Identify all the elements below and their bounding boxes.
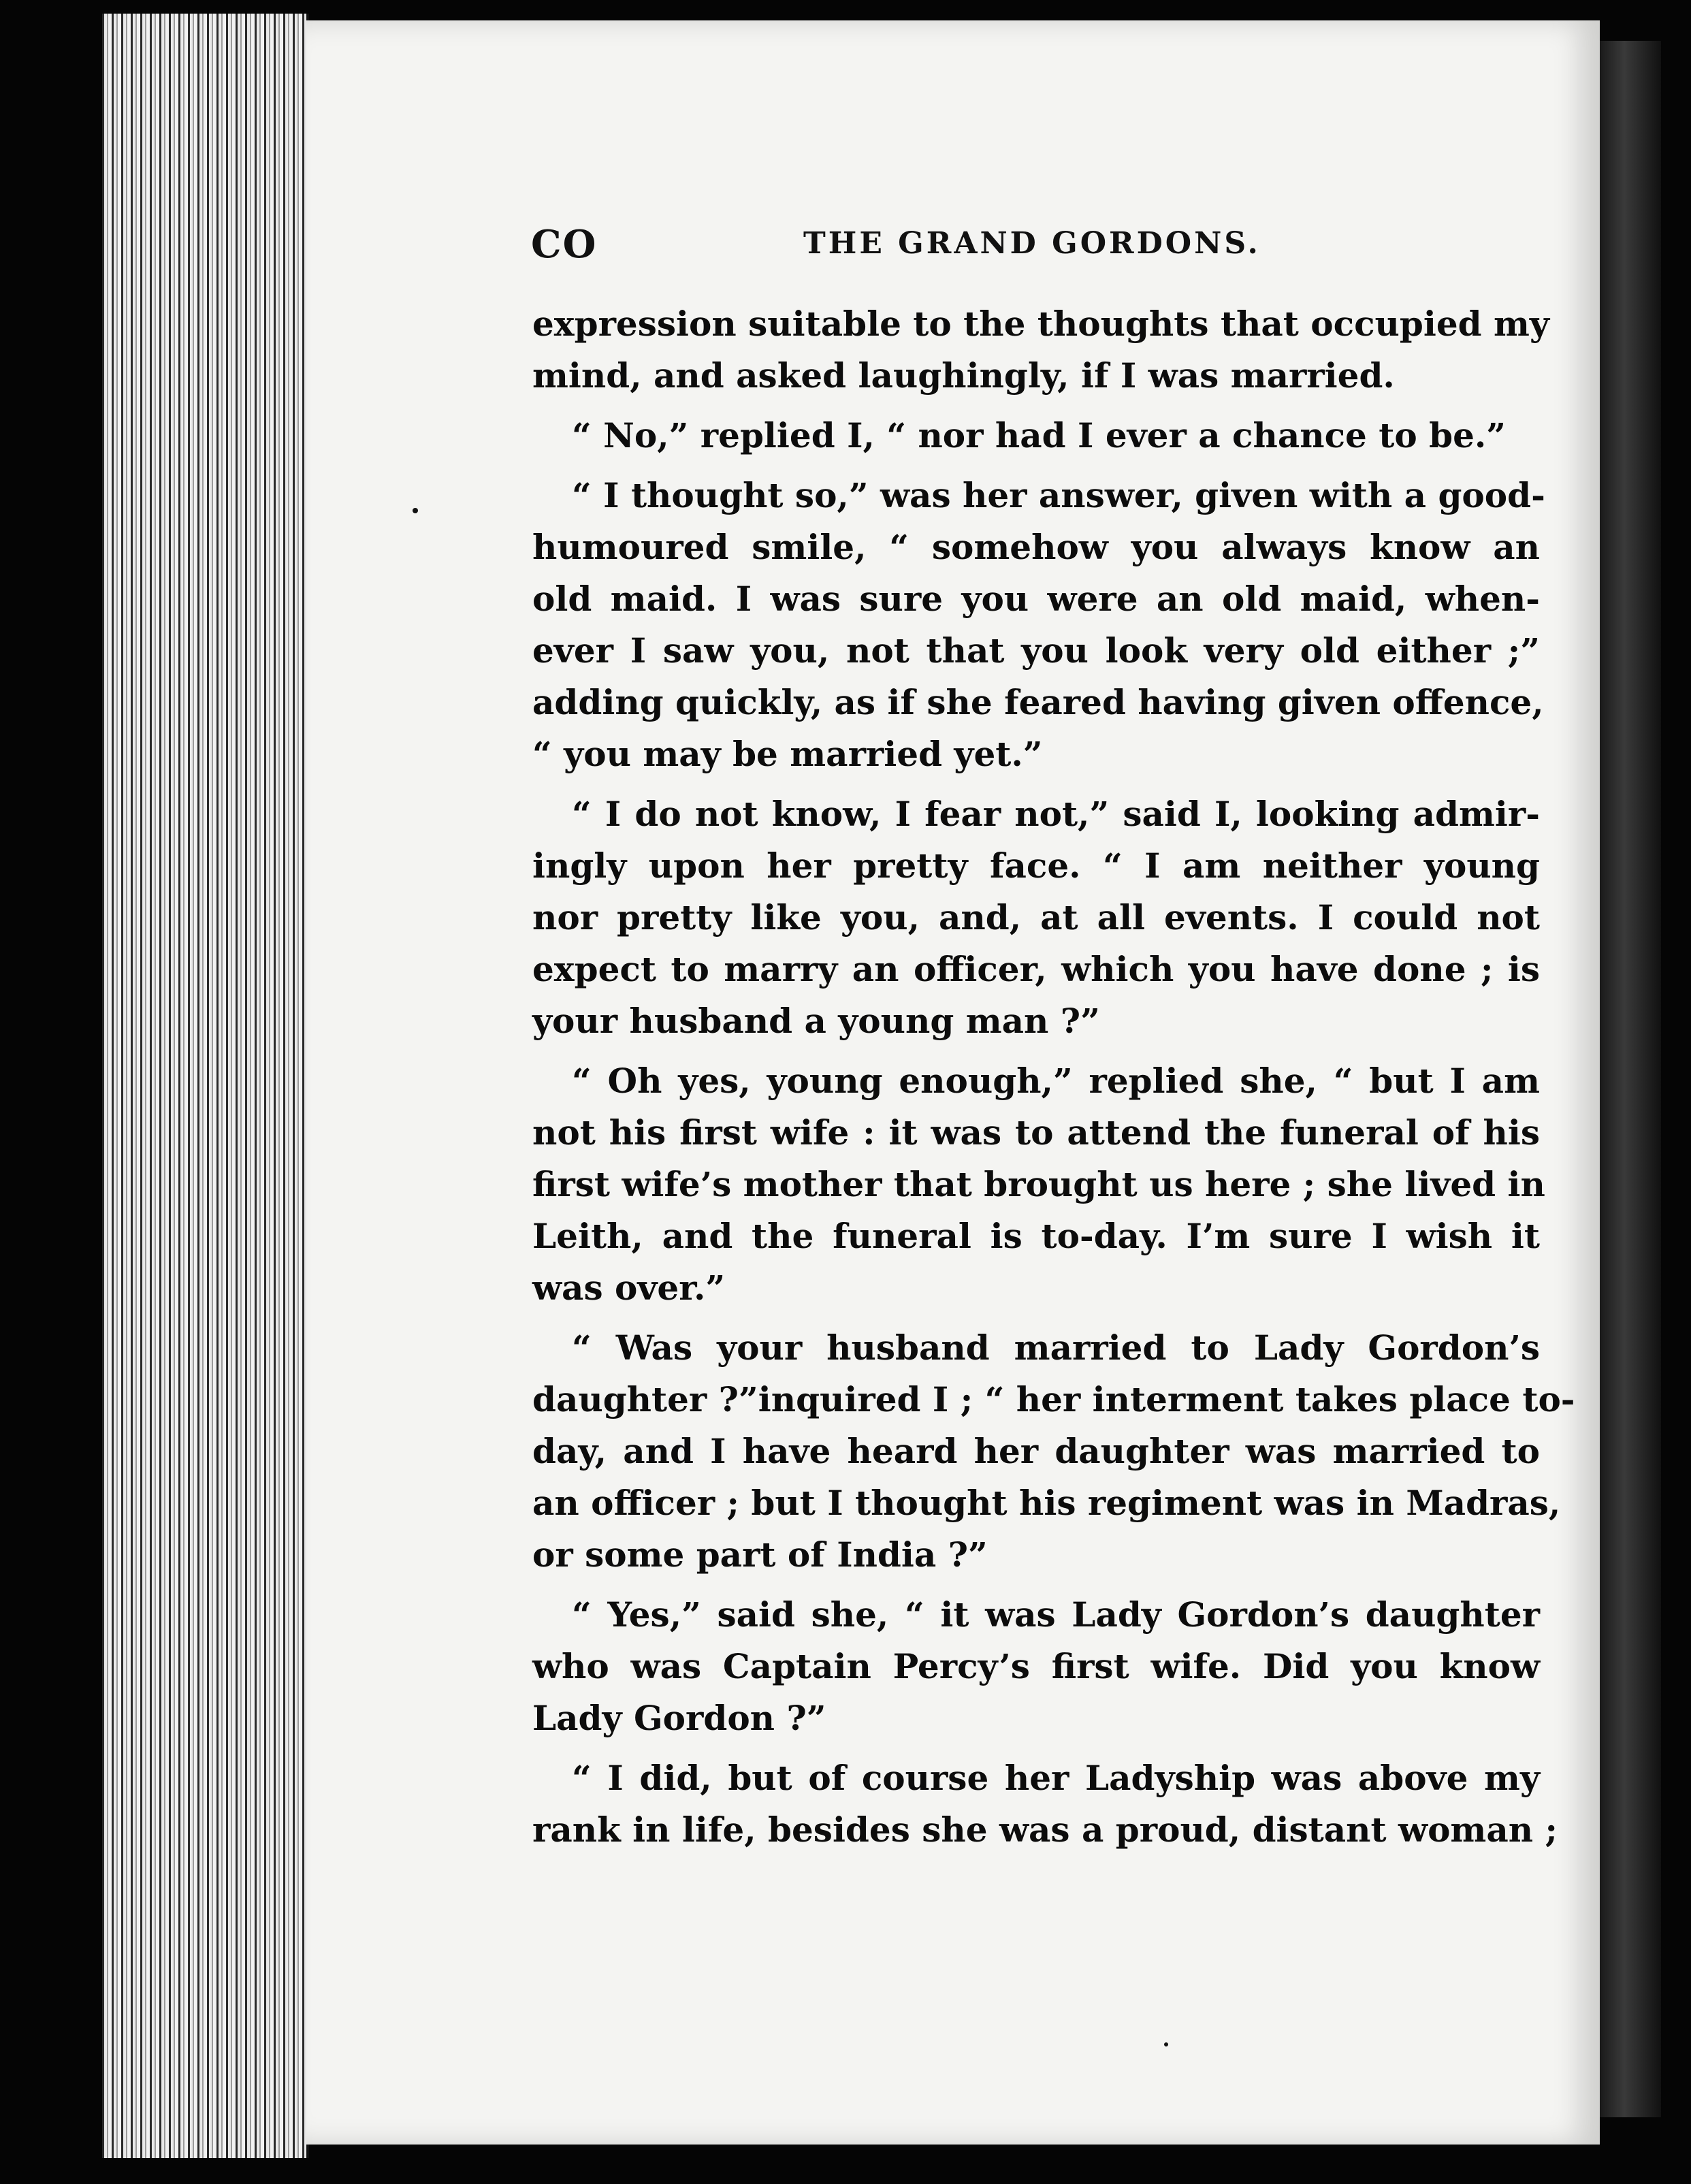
text-line: expect to marry an officer, which you have done ; is (532, 949, 1540, 989)
text-line: Leith, and the funeral is to-day. I’m sure I wish it (532, 1216, 1540, 1256)
paragraph (532, 1322, 1575, 1581)
text-line: Lady Gordon ?” (532, 1698, 826, 1738)
text-line: not his first wife : it was to attend the funeral of his (532, 1112, 1540, 1153)
text-line: day, and I have heard her daughter was married to (532, 1431, 1540, 1471)
text-line: daughter ?”inquired I ; “ her interment takes place to- (532, 1379, 1575, 1419)
paragraph (532, 298, 1549, 402)
paragraph (532, 1055, 1545, 1314)
book-page-edges (102, 14, 309, 2158)
text-line: expression suitable to the thoughts that occupied my (532, 304, 1549, 344)
text-line: rank in life, besides she was a proud, distant woman ; (532, 1810, 1558, 1850)
text-line: adding quickly, as if she feared having given offence, (532, 682, 1544, 722)
text-line: was over.” (532, 1268, 726, 1308)
text-line: “ I did, but of course her Ladyship was above my (572, 1758, 1540, 1798)
text-line: humoured smile, “ somehow you always know an (532, 527, 1540, 567)
text-line: or some part of India ?” (532, 1535, 988, 1575)
text-line: “ I do not know, I fear not,” said I, looking admir- (572, 794, 1540, 834)
text-line: “ you may be married yet.” (532, 734, 1043, 774)
ink-speck (413, 508, 418, 513)
text-line: ever I saw you, not that you look very old either ;” (532, 630, 1540, 671)
paragraph (532, 1752, 1558, 1856)
text-line: “ Oh yes, young enough,” replied she, “ but I am (572, 1061, 1540, 1101)
running-title: THE GRAND GORDONS. (803, 226, 1261, 261)
book-right-edge (1600, 41, 1661, 2117)
text-line: your husband a young man ?” (532, 1001, 1100, 1041)
text-line: old maid. I was sure you were an old maid, when- (532, 579, 1540, 619)
page-number: CO (531, 222, 598, 267)
text-line: “ Yes,” said she, “ it was Lady Gordon’s daughter (572, 1594, 1540, 1635)
text-line: “ No,” replied I, “ nor had I ever a chance to be.” (572, 415, 1507, 455)
paragraph (532, 410, 1540, 462)
paragraph (532, 1589, 1540, 1744)
paragraph (532, 788, 1540, 1047)
text-body (532, 298, 1575, 1864)
text-line: who was Captain Percy’s first wife. Did you know (532, 1646, 1540, 1686)
text-line: “ I thought so,” was her answer, given with a good- (572, 475, 1545, 515)
text-line: an officer ; but I thought his regiment was in Madras, (532, 1483, 1561, 1523)
text-line: nor pretty like you, and, at all events. I could not (532, 897, 1540, 937)
running-head (531, 222, 1593, 276)
text-line: mind, and asked laughingly, if I was married. (532, 355, 1395, 396)
ink-speck (1164, 2042, 1168, 2046)
text-line: “ Was your husband married to Lady Gordon’s (572, 1328, 1540, 1368)
paragraph (532, 470, 1545, 780)
text-line: ingly upon her pretty face. “ I am neither young (532, 846, 1540, 886)
text-line: first wife’s mother that brought us here ; she lived in (532, 1164, 1545, 1204)
